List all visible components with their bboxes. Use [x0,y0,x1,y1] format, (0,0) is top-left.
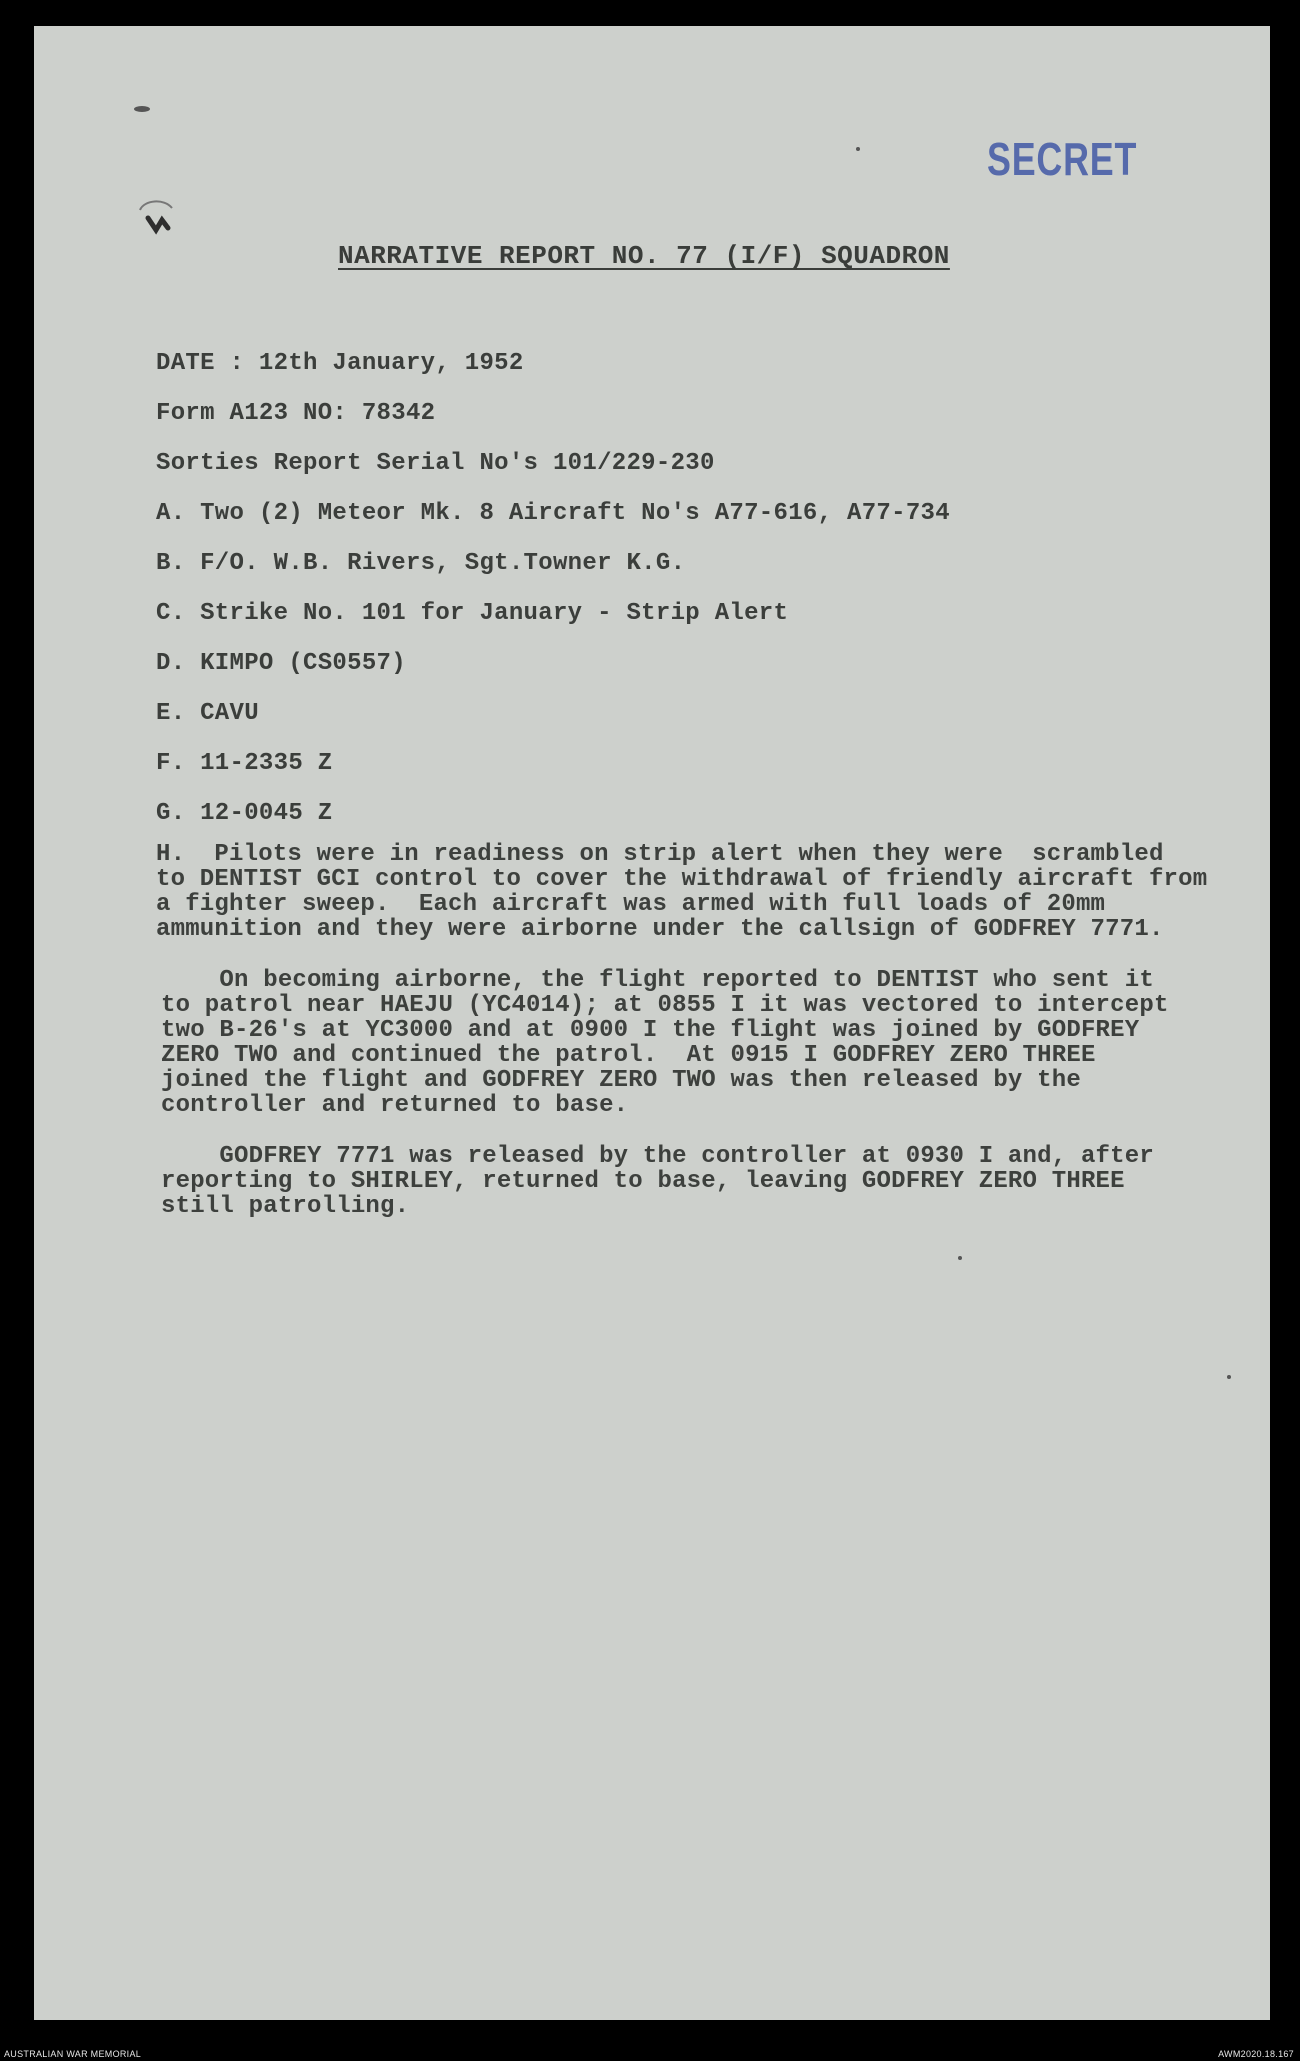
footer-accession: AWM2020.18.167 [1218,2049,1294,2059]
field-b: B. F/O. W.B. Rivers, Sgt.Towner K.G. [156,550,686,577]
document-page [34,26,1270,2020]
secret-stamp: SECRET [987,133,1138,185]
paperclip-mark-icon [134,196,180,238]
paragraph-h: H. Pilots were in readiness on strip alert when they were scrambled to DENTIST GCI control to cover the withdrawal of friendly aircraft from a fighter sweep. Each aircraft was armed with full loads of 20mm ammunition and they were airborne under the callsign of GODFREY 7771. [156,841,1208,943]
field-e: E. CAVU [156,700,259,727]
field-f: F. 11-2335 Z [156,750,333,777]
ink-mark [134,106,150,112]
ink-dot [1227,1375,1231,1379]
field-date: DATE : 12th January, 1952 [156,350,524,377]
ink-dot [958,1256,962,1260]
field-c: C. Strike No. 101 for January - Strip Alert [156,600,789,627]
field-d: D. KIMPO (CS0557) [156,650,406,677]
paragraph-release: GODFREY 7771 was released by the controller at 0930 I and, after reporting to SHIRLEY, returned to base, leaving GODFREY ZERO THREE still patrolling. [161,1143,1154,1220]
footer-institution: AUSTRALIAN WAR MEMORIAL [4,2049,142,2059]
paragraph-flight-report: On becoming airborne, the flight reported to DENTIST who sent it to patrol near HAEJU (YC4014); at 0855 I it was vectored to intercept two B-26's at YC3000 and at 0900 I the flight was joined by GODFREY ZERO TWO and continued the patrol. At 0915 I GODFREY ZERO THREE joined the flight and GODFREY ZERO TWO was then released by the controller and returned to base. [161,967,1169,1119]
field-g: G. 12-0045 Z [156,800,333,827]
field-form: Form A123 NO: 78342 [156,400,436,427]
ink-dot [856,147,860,151]
field-sorties: Sorties Report Serial No's 101/229-230 [156,450,715,477]
report-title: NARRATIVE REPORT NO. 77 (I/F) SQUADRON [338,241,950,271]
field-a: A. Two (2) Meteor Mk. 8 Aircraft No's A77-616, A77-734 [156,500,950,527]
